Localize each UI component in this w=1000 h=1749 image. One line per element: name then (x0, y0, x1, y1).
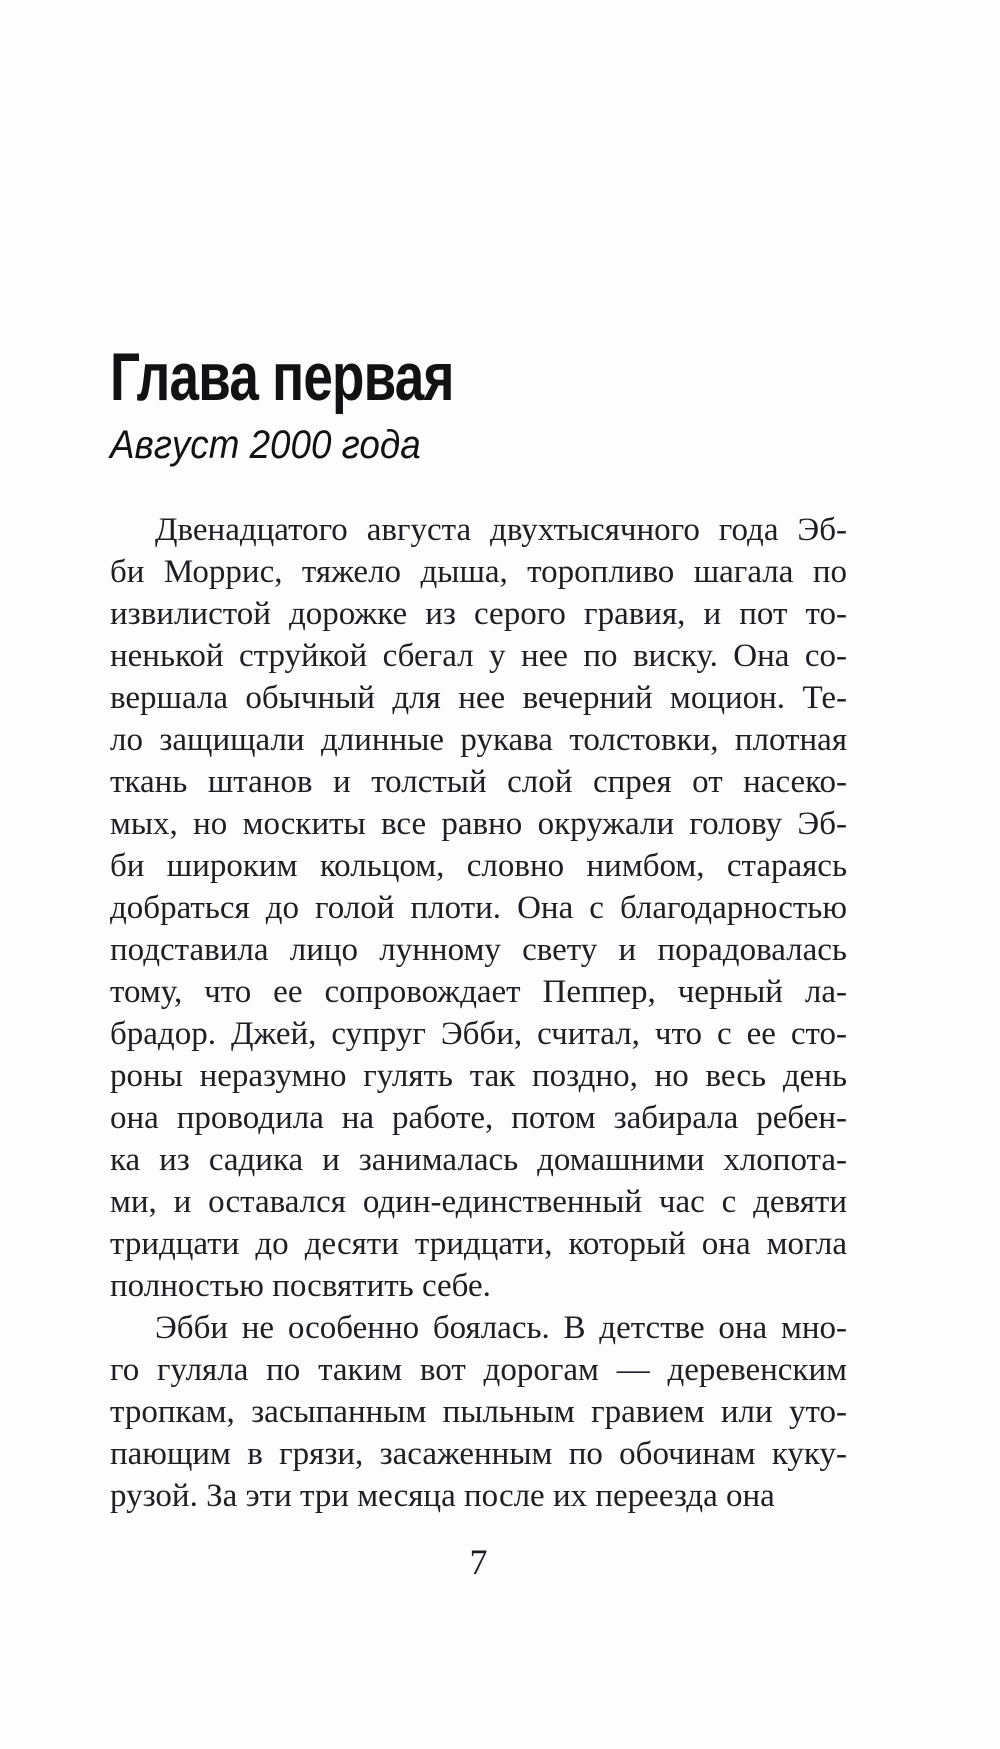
text-line: добраться до голой плоти. Она с благодарностью (110, 890, 847, 926)
text-line: пающим в грязи, засаженным по обочинам куку- (110, 1436, 847, 1472)
text-line: рузой. За эти три месяца после их переезда она (110, 1478, 775, 1514)
text-line: полностью посвятить себе. (110, 1268, 491, 1304)
text-line: ткань штанов и толстый слой спрея от насеко- (110, 764, 847, 800)
paragraph (110, 1307, 847, 1517)
text-line: ми, и оставался один-единственный час с девяти (110, 1184, 847, 1220)
body-text (110, 509, 847, 1517)
text-line: ка из садика и занималась домашними хлопота- (110, 1142, 847, 1178)
text-line: брадор. Джей, супруг Эбби, считал, что с ее сто- (110, 1016, 847, 1052)
text-line: тропкам, засыпанным пыльным гравием или уто- (110, 1394, 847, 1430)
text-line: мых, но москиты все равно окружали голову Эб- (110, 806, 847, 842)
text-line: роны неразумно гулять так поздно, но весь день (110, 1058, 847, 1094)
text-line: подставила лицо лунному свету и порадовалась (110, 932, 847, 968)
text-line: она проводила на работе, потом забирала ребен- (110, 1100, 847, 1136)
text-line: ло защищали длинные рукава толстовки, плотная (110, 722, 847, 758)
text-line: би широким кольцом, словно нимбом, стараясь (110, 848, 847, 884)
text-line: тридцати до десяти тридцати, который она могла (110, 1226, 847, 1262)
page-number: 7 (469, 1542, 488, 1582)
text-line: вершала обычный для нее вечерний моцион. Те- (110, 680, 847, 716)
text-line: би Моррис, тяжело дыша, торопливо шагала по (110, 554, 847, 590)
text-line: Двенадцатого августа двухтысячного года Эб- (155, 512, 847, 548)
chapter-title: Глава первая (110, 339, 454, 415)
paragraph (110, 509, 847, 1307)
text-line: Эбби не особенно боялась. В детстве она мно- (155, 1310, 847, 1346)
text-line: тому, что ее сопровождает Пеппер, черный ла- (110, 974, 847, 1010)
chapter-subtitle: Август 2000 года (110, 423, 421, 467)
text-line: ненькой струйкой сбегал у нее по виску. Она со- (110, 638, 847, 674)
text-line: извилистой дорожке из серого гравия, и пот то- (110, 596, 847, 632)
text-line: го гуляла по таким вот дорогам — деревенским (110, 1352, 847, 1388)
